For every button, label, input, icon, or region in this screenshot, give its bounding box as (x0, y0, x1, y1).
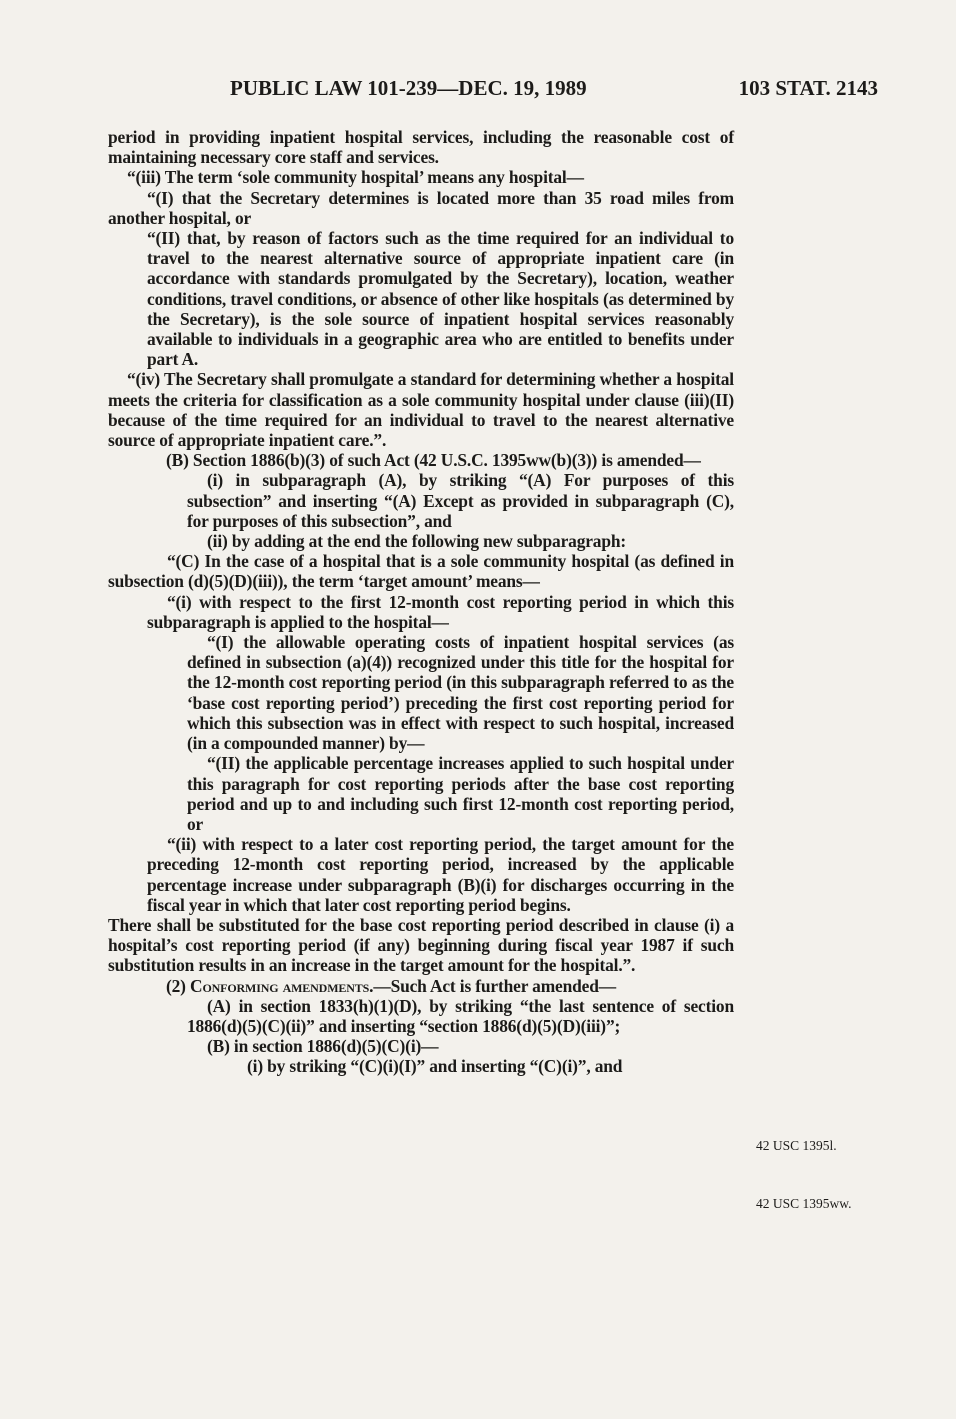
paragraph: “(I) that the Secretary determines is located more than 35 road miles from another hospital, or (108, 187, 734, 228)
paragraph: “(ii) with respect to a later cost reporting period, the target amount for the preceding 12-month cost reporting period, increased by the applicable percentage increase under subparagraph (B)(i) for discharges occurring in the fiscal year in which that later cost reporting period begins. (147, 834, 734, 915)
paragraph: There shall be substituted for the base cost reporting period described in clause (i) a hospital’s cost reporting period (if any) beginning during fiscal year 1987 if such substitution results in an increase in the target amount for the hospital.”. (108, 914, 734, 976)
paragraph: (i) in subparagraph (A), by striking “(A) For purposes of this subsection” and inserting “(A) Except as provided in subparagraph (C), for purposes of this subsection”, and (187, 470, 734, 531)
paragraph: (B) Section 1886(b)(3) of such Act (42 U.S.C. 1395ww(b)(3)) is amended— (166, 450, 701, 471)
paragraph: “(iv) The Secretary shall promulgate a standard for determining whether a hospital meets the criteria for classification as a sole community hospital under clause (iii)(II) because of the time required for an individual to travel to the nearest alternative source of appropriate inpatient care.”. (108, 369, 734, 451)
paragraph: “(II) the applicable percentage increases applied to such hospital under this paragraph for cost reporting periods after the base cost reporting period and up to and including such first 12-month cost reporting period, or (187, 753, 734, 834)
paragraph: “(II) that, by reason of factors such as the time required for an individual to travel to the nearest alternative source of appropriate inpatient care (in accordance with standards promulgated by the Secretary), location, weather conditions, travel conditions, or absence of other like hospitals (as determined by the Secretary), is the sole source of inpatient hospital services reasonably available to individuals in a geographic area who are entitled to benefits under part A. (147, 228, 734, 370)
paragraph: “(I) the allowable operating costs of inpatient hospital services (as defined in subsection (a)(4)) recognized under this title for the hospital for the 12-month cost reporting period (in this subparagraph referred to as the ‘base cost reporting period’) preceding the first cost reporting period for which this subsection was in effect with respect to such hospital, increased (in a compounded manner) by— (187, 632, 734, 754)
header-stat-page: 103 STAT. 2143 (738, 76, 878, 100)
page-header (110, 76, 878, 104)
paragraph-number: (2) (166, 975, 186, 996)
paragraph-text: —Such Act is further amended— (373, 975, 616, 996)
header-law-citation: PUBLIC LAW 101-239—DEC. 19, 1989 (230, 76, 587, 100)
body-text (108, 127, 734, 1077)
paragraph: period in providing inpatient hospital services, including the reasonable cost of maintaining necessary core staff and services. (108, 127, 734, 168)
paragraph: “(iii) The term ‘sole community hospital’ means any hospital— (127, 167, 584, 188)
section-heading: Conforming amendments. (190, 975, 374, 996)
paragraph: (i) by striking “(C)(i)(I)” and inserting “(C)(i)”, and (247, 1056, 623, 1077)
margin-note-usc-1395l: 42 USC 1395l. (756, 1138, 837, 1153)
paragraph-conforming-amendments (108, 976, 734, 996)
paragraph: “(i) with respect to the first 12-month cost reporting period in which this subparagraph is applied to the hospital— (147, 591, 734, 632)
paragraph: “(C) In the case of a hospital that is a sole community hospital (as defined in subsection (d)(5)(D)(iii)), the term ‘target amount’ means— (108, 551, 734, 592)
paragraph: (A) in section 1833(h)(1)(D), by striking “the last sentence of section 1886(d)(5)(C)(ii)” and inserting “section 1886(d)(5)(D)(iii)”; (187, 995, 734, 1036)
margin-note-usc-1395ww: 42 USC 1395ww. (756, 1196, 852, 1211)
paragraph: (ii) by adding at the end the following new subparagraph: (207, 531, 627, 552)
paragraph: (B) in section 1886(d)(5)(C)(i)— (207, 1036, 439, 1057)
